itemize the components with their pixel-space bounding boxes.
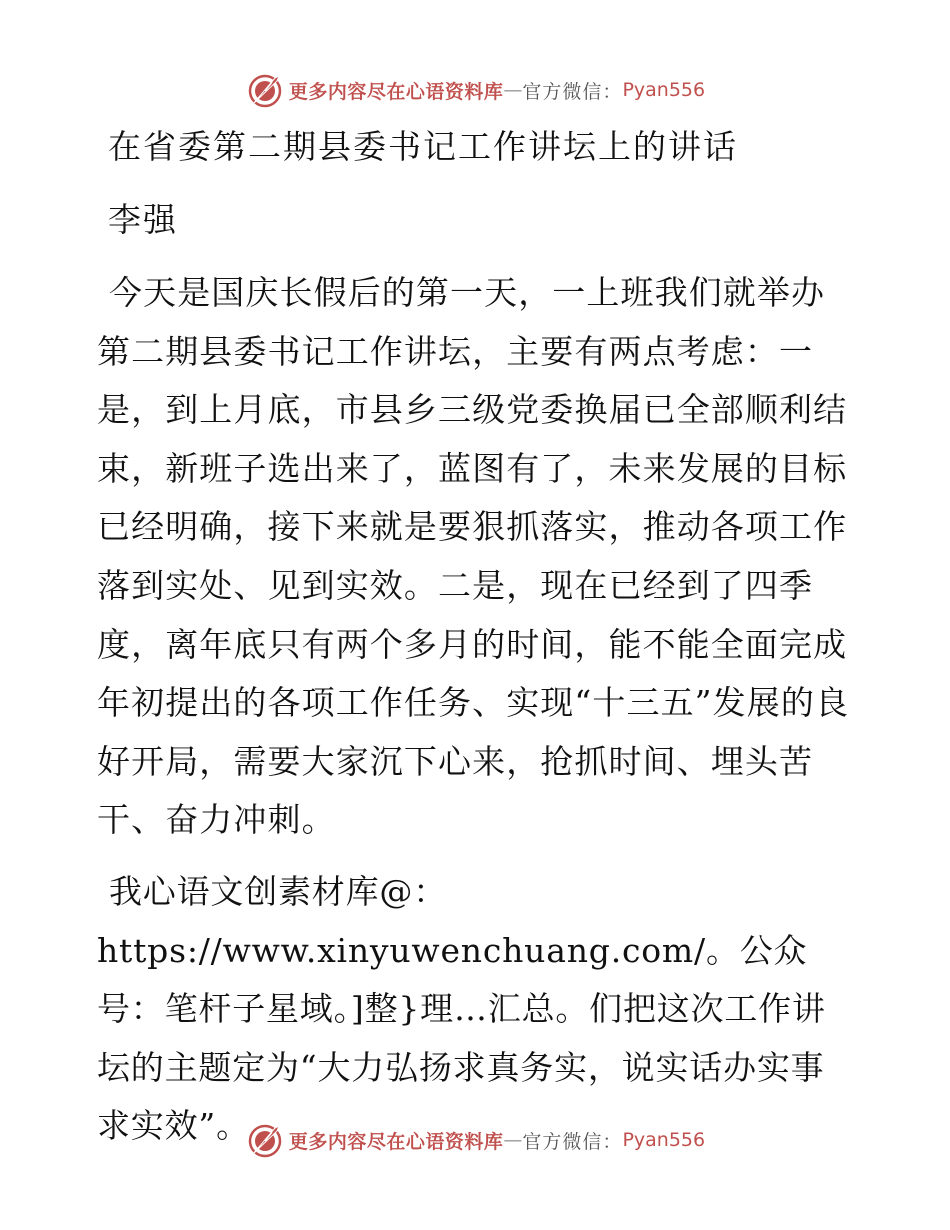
quill-pen-logo-icon [245,70,285,110]
body-paragraph-2: 我心语文创素材库@：https://www.xinyuwenchuang.com/。公众号：笔杆子星域。]整}理…汇总。们把这次工作讲坛的主题定为“大力弘扬求真务实，说实话办实事求实效”。 [97,872,826,1146]
banner-wechat-id: Pyan556 [622,79,706,101]
body-paragraph-1: 今天是国庆长假后的第一天，一上班我们就举办第二期县委书记工作讲坛，主要有两点考虑：一是，到上月底，市县乡三级党委换届已全部顺利结束，新班子选出来了，蓝图有了，未来发展的目标已经明确，接下来就是要狠抓落实，推动各项工作落到实处、见到实效。二是，现在已经到了四季度，离年底只有两个多月的时间，能不能全面完成年初提出的各项工作任务、实现“十三五”发展的良好开局，需要大家沉下心来，抢抓时间、埋头苦干、奋力冲刺。 [97,273,850,840]
banner-main-text: 更多内容尽在心语资料库 [288,1130,504,1153]
banner-wechat-id: Pyan556 [622,1129,706,1151]
document-title: 在省委第二期县委书记工作讲坛上的讲话 [108,127,738,166]
quill-pen-logo-icon [245,1120,285,1160]
document-author: 李强 [108,200,178,239]
banner-dash: — [503,1129,523,1151]
footer-watermark-banner [0,1120,950,1160]
banner-main-text: 更多内容尽在心语资料库 [288,80,504,103]
banner-wechat-label: 官方微信： [522,80,623,103]
banner-dash: — [503,79,523,101]
banner-wechat-label: 官方微信： [522,1130,623,1153]
header-watermark-banner [0,70,950,110]
